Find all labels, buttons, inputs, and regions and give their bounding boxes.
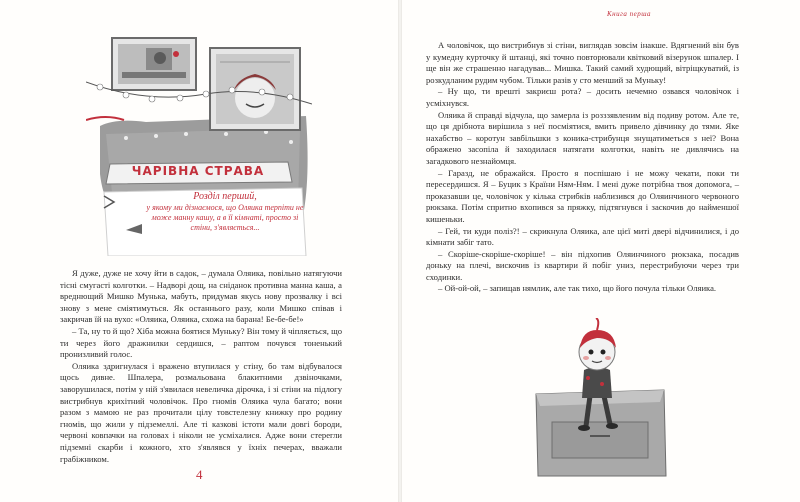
running-header: Книга перша (607, 10, 651, 18)
paragraph: – Гей, ти куди поліз?! – скрикнула Оляика, але цієї миті двері відчинилися, і до кімнати забіг тато. (426, 225, 739, 248)
book-gutter (398, 0, 402, 502)
paragraph: – Ну що, ти врешті закриєш рота? – досить нечемно озвався чоловічок і усміхнувся. (426, 86, 739, 108)
paragraph: Я дуже, дуже не хочу йти в садок, – думала Оляика, повільно натягуючи тісні смугасті колготки. – Надворі дощ, на сніданок противна манна каша, а вреднющий Мишко Мунька, мабуть, придумав якусь нову прозвалку і всі знову з мене сміятимуться. Як останнього разу, коли Мишко співав і закричав їй на вухо: «Оляика, Оляика, схожа на барана! Бе-бе-бе!» (60, 268, 342, 325)
chapter-subtitle-line: а в її кімнаті, просто зі стіни, з'являється... (190, 213, 299, 232)
gnome-on-drawer-art (530, 318, 670, 478)
chapter-banner-title: ЧАРІВНА СТРАВА (131, 164, 265, 178)
paragraph: Оляика й справді відчула, що замерла із розззявленим від подиву ротом. Але те, що ця дрібнота вирішила з неї посміятися, вмить привело дівчинку до тями. Яке нахабство – коротун завбільшки з коника-стрибунця знущатиметься з неї? Вона ображено засопіла й заходилася натягати колготки, навіть не дивлячись на загадкового незнайомця. (426, 109, 739, 166)
right-page-text (426, 40, 739, 295)
page-number: 4 (196, 467, 203, 482)
paragraph: – Та, ну то й що? Хіба можна боятися Муньку? Він тому й чіпляється, що ти через його дражнилки сердишся, – раптом почувся тоненький пронизливий голос. (60, 325, 342, 360)
chapter-subtitle-line: у якому ми дізнаємося, що Оляика терпіти не може манну кашу, (146, 203, 304, 222)
chapter-subtitle (140, 192, 310, 233)
paragraph: Оляика здригнулася і вражено втупилася у стіну, бо там відбувалося щось дивне. Шпалера, розмальована блакитними дзвіночками, заворушилася, потім у ній з'явилася невеличка дірочка, і зі стіни на підлогу вистрибнув крихітний чоловічок. Про гномів Оляика чула багато; вони разом з мамою не раз прочитали цілу товстелезну книжку про родину гномів, що жили у підземеллі. Але ті казкові істоти мали довгі бороди, червоні ковпачки на головах і ніколи не усміхалися. Адже вони стерегли підземні скарби і кожного, хто з'являвся у їхніх печерах, вважали грабіжником. (60, 360, 342, 464)
chapter-subtitle-heading: Розділ перший, (193, 191, 257, 202)
paragraph: – Гаразд, не ображайся. Просто я поспішаю і не можу чекати, поки ти пересердишся. Я – Буцик з Країни Ням-Ням. І мені дуже потрібна твоя допомога, – проказавши це, чоловічок у кілька стрибків наблизився до Оляинчиного червоного рюкзака. Потім спритно вхопився за пряжку, підтягнувся і заскочив до найменшої кишеньки. (426, 167, 739, 224)
paragraph: – Ой-ой-ой, – запищав нямлик, але так тихо, що його почула тільки Оляика. (438, 283, 717, 294)
left-page-text (60, 268, 342, 465)
gnome-illustration (530, 318, 670, 478)
paragraph: А чоловічок, що вистрибнув зі стіни, виглядав зовсім інакше. Вдягнений він був у кумедну курточку й штанці, які точно повторювали квітковий візерунок шпалер. І ще він же страшенно нагадував... Мишка. Такий самий худющий, вітріщкуватий, із розкудланим рудим чубом. Тільки разів у сто менший за Муньку! (426, 40, 739, 85)
paragraph: – Скоріше-скоріше-скоріше! – він підхопив Оляинчиного рюкзака, посадив доньку на плечі, вискочив із квартири й побіг униз, перестрибуючи через три сходинки. (426, 248, 739, 282)
